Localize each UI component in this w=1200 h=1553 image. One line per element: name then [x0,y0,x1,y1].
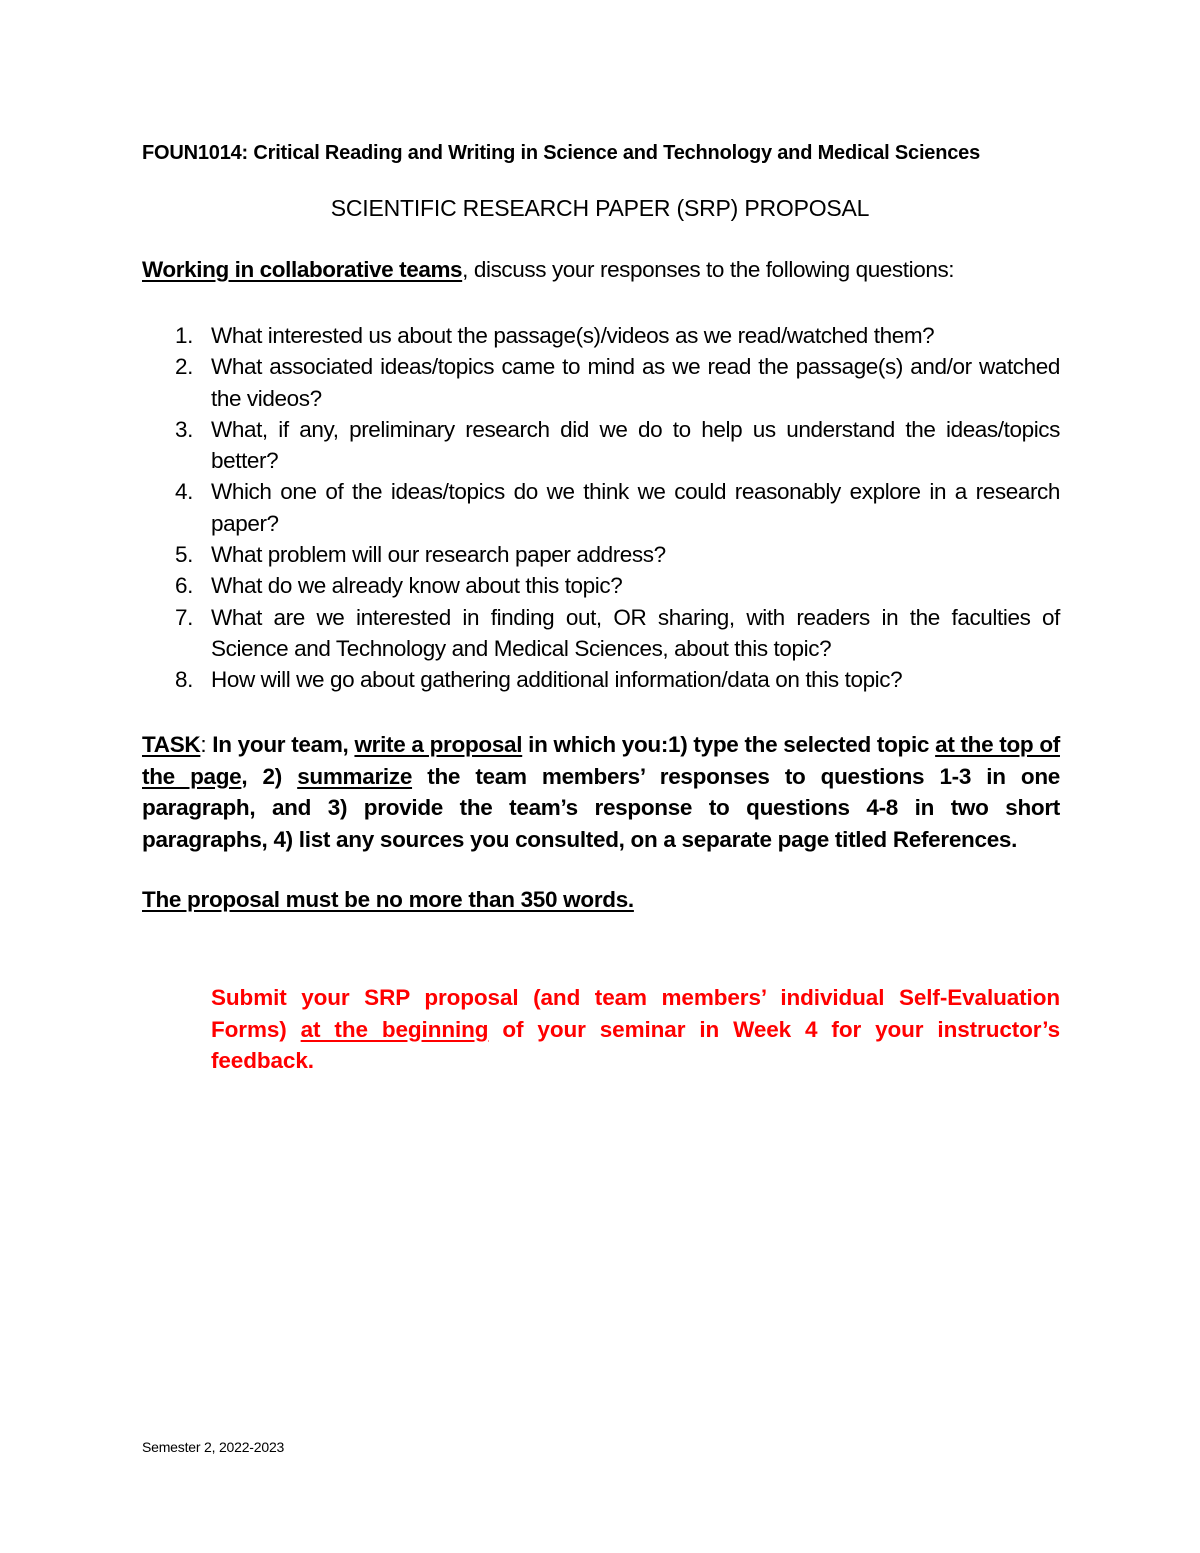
task-text-3: , 2) [241,763,298,789]
question-text: What associated ideas/topics came to mind as we read the passage(s) and/or watched the videos? [211,354,1060,411]
questions-list [142,320,1060,696]
question-number: 8. [175,667,193,693]
submit-note [211,982,1060,1077]
question-text: What, if any, preliminary research did we do to help us understand the ideas/topics better? [211,416,1060,474]
submit-text-2: of your seminar in Week 4 for your instructor’s feedback. [211,1016,1061,1073]
question-item [142,476,1060,539]
footer-semester: Semester 2, 2022-2023 [142,1439,285,1455]
question-text: What are we interested in finding out, OR sharing, with readers in the faculties of Science and Technology and Medical Sciences, about this topic? [211,604,1060,661]
question-number: 7. [175,604,193,630]
intro-lead: Working in collaborative teams [142,257,463,282]
task-text-2: in which you:1) type the selected topic [522,732,936,757]
document-title: SCIENTIFIC RESEARCH PAPER (SRP) PROPOSAL [330,195,870,221]
question-text: What problem will our research paper address? [211,542,666,568]
question-item [142,539,1060,570]
question-text: How will we go about gathering additional information/data on this topic? [211,667,903,693]
question-item [142,414,1060,477]
question-item [142,351,1060,414]
task-colon: : [200,732,207,757]
question-number: 5. [175,542,193,568]
task-paragraph [142,729,1060,855]
question-item [142,664,1060,695]
question-item [142,602,1060,665]
question-item [142,320,1060,351]
question-text: Which one of the ideas/topics do we think we could reasonably explore in a research paper? [211,479,1060,536]
task-label: TASK [142,732,201,757]
submit-text-1: Submit your SRP proposal (and team members’ individual Self-Evaluation Forms) [211,985,1060,1042]
word-limit-note: The proposal must be no more than 350 words. [142,887,634,912]
task-text-4: the team members’ responses to questions 1-3 in one paragraph, and 3) provide the team’s response to questions 4-8 in two short paragraphs, 4) list any sources you consulted, on a separate page titled References. [142,763,1060,852]
question-number: 3. [175,416,193,442]
question-text: What interested us about the passage(s)/videos as we read/watched them? [211,323,935,348]
course-title: FOUN1014: Critical Reading and Writing in Science and Technology and Medical Sciences [142,142,981,164]
question-number: 2. [175,354,193,380]
question-text: What do we already know about this topic? [211,573,623,599]
question-number: 1. [175,323,193,348]
intro-paragraph [142,257,1062,283]
question-number: 6. [175,573,193,599]
question-number: 4. [175,479,193,505]
task-summarize: summarize [297,763,413,789]
task-text-1: In your team, [206,732,355,757]
task-write-proposal: write a proposal [354,732,523,757]
submit-at-beginning: at the beginning [300,1016,489,1042]
task-top-of-page: at the top of the page [142,732,1060,789]
intro-rest: , discuss your responses to the following questions: [462,257,955,282]
question-item [142,570,1060,601]
